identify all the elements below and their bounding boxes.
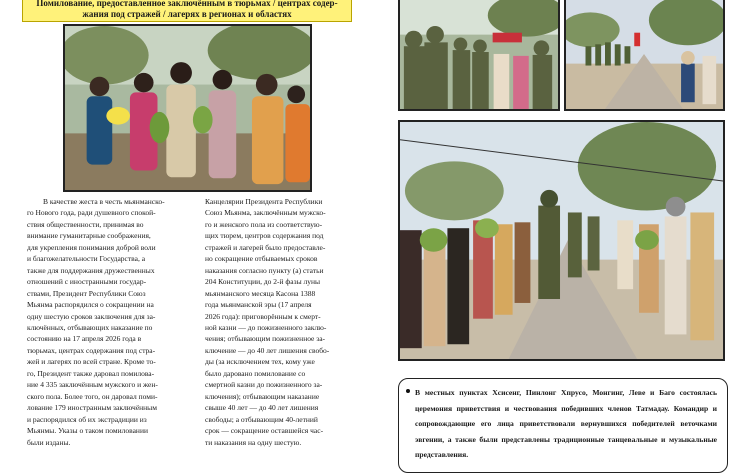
text-line: и распорядился об их экстрадиции из <box>27 414 147 424</box>
article-column-middle <box>205 196 348 448</box>
headline-banner <box>22 0 352 22</box>
text-line: го и женского пола из соответствую- <box>205 219 323 229</box>
text-line: Союз Мьянма, заключённым мужско- <box>205 208 326 218</box>
text-line: также для поддержания дружественных <box>27 265 155 275</box>
text-line: Мьянмы. Указы о таком помиловании <box>27 426 148 436</box>
text-line: года мьянманской эры (17 апреля <box>205 300 312 310</box>
headline-line-1: Помилование, предоставленное заключённым в тюрьмах / центрах содер- <box>36 0 338 8</box>
text-line: Канцелярии Президента Республики <box>205 197 323 206</box>
bullet-icon <box>406 389 410 393</box>
article-paragraph-middle <box>205 196 348 448</box>
text-line: ключения); отбывающим наказание <box>205 391 320 401</box>
text-line: жей и лагерях по всей стране. Кроме то- <box>27 357 156 367</box>
text-line: отношений с иностранными государ- <box>27 277 147 287</box>
headline-line-2: жания под стражей / лагерях в регионах и областях <box>82 9 292 19</box>
text-line: состоянию на 17 апреля 2026 года в <box>27 334 142 344</box>
text-line: наказания согласно пункту (a) статьи <box>205 265 324 275</box>
text-line: мьянманского месяца Касона 1388 <box>205 288 316 298</box>
text-line: ды (за исключением тех, кому уже <box>205 357 315 367</box>
text-line: щих тюрем, центров содержания под <box>205 231 324 241</box>
text-line: свободы; а отбывающим 40-летний <box>205 414 318 424</box>
text-line: го Нового года, ради душевного спокой- <box>27 208 156 218</box>
text-line: ствия общественности, принимая во <box>27 219 144 229</box>
text-line: 2026 года): приговорённым к смерт- <box>205 311 321 321</box>
text-line: и благожелательности Государства, а <box>27 254 146 264</box>
text-line: В качестве жеста в честь мьянманско- <box>43 197 165 206</box>
text-line: го, Президент также даровал помилова- <box>27 368 155 378</box>
text-line: свыше 40 лет — до 40 лет лишения <box>205 403 319 413</box>
text-line: внимание гуманитарные соображения, <box>27 231 151 241</box>
article-column-left <box>27 196 181 448</box>
text-line: смертной казни до пожизненного за- <box>205 380 323 390</box>
headline-text <box>36 0 337 20</box>
text-line: для укрепления понимания доброй воли <box>27 242 156 252</box>
text-line: ствами, Президент Республики Союз <box>27 288 146 298</box>
text-line: ключение — до 40 лет лишения свобо- <box>205 345 330 355</box>
text-line: ние 4 335 заключённым мужского и жен- <box>27 380 158 390</box>
text-line: одну шестую сроков заключения для за- <box>27 311 156 321</box>
text-line: Мьянма распорядился о сокращении на <box>27 300 154 310</box>
road-crowd-photo <box>564 0 725 111</box>
text-line: ной казни — до пожизненного заклю- <box>205 322 327 332</box>
text-line: стражей и лагерей было предоставле- <box>205 242 326 252</box>
text-line: ского пола. Более того, он даровал поми- <box>27 391 158 401</box>
family-welcome-photo <box>63 24 312 192</box>
text-line: лование 179 иностранным заключённым <box>27 403 157 413</box>
text-line: но сокращение отбываемых сроков <box>205 254 318 264</box>
ceremony-note-text: В местных пунктах Хсисенг, Пинлонг Хпрусо, Монгинг, Леве и Баго состоялась церемония приветствия и чествования победивших членов Татмадау. Командир и сопровождающие его лица приветствовали вернувшихся победителей веточками эвгении, а также были представлены традиционные танцевальные и музыкальные представления. <box>415 388 717 460</box>
text-line: тюрьмах, центрах содержания под стра- <box>27 345 156 355</box>
text-line: было даровано помилование со <box>205 368 306 378</box>
text-line: были изданы. <box>27 437 71 447</box>
ceremony-note-box <box>398 378 728 473</box>
text-line: ключённых, отбывающих наказание по <box>27 322 153 332</box>
text-line: 204 Конституции, до 2-й фазы луны <box>205 277 321 287</box>
text-line: ти наказания на одну шестую. <box>205 437 302 447</box>
soldiers-photo <box>398 0 560 111</box>
text-line: срок — сокращение оставшейся час- <box>205 426 324 436</box>
ceremony-photo <box>398 120 725 361</box>
article-paragraph-left <box>27 196 181 448</box>
text-line: чения; отбывающим пожизненное за- <box>205 334 326 344</box>
